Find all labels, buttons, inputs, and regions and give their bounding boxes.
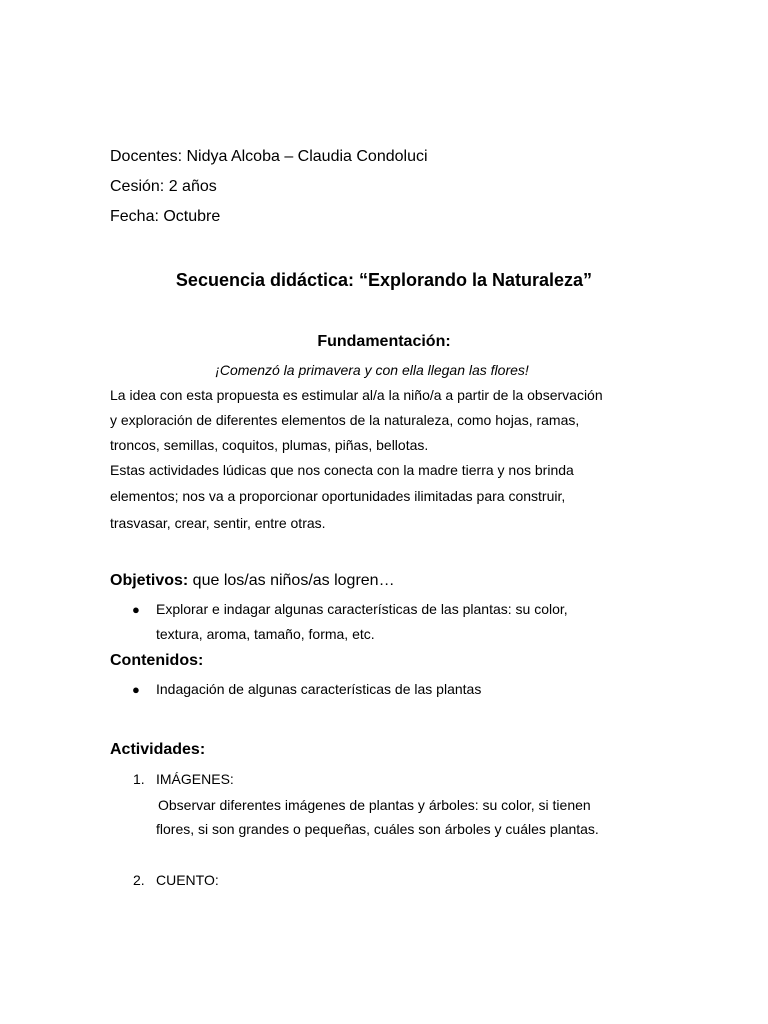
fecha-line: Fecha: Octubre [110,208,221,225]
objetivos-rest: que los/as niños/as logren… [188,572,395,589]
bullet-icon: ● [132,682,140,697]
actividad-title: IMÁGENES: [156,771,234,787]
actividad-number: 1. [133,771,145,787]
fundamentacion-heading: Fundamentación: [317,333,451,350]
fundamentacion-line: Estas actividades lúdicas que nos conecta con la madre tierra y nos brinda [110,462,574,478]
actividad-desc-line: Observar diferentes imágenes de plantas y árboles: su color, si tienen [158,797,591,813]
objetivo-item-line: textura, aroma, tamaño, forma, etc. [156,626,375,642]
fundamentacion-line: y exploración de diferentes elementos de la naturaleza, como hojas, ramas, [110,412,580,428]
actividad-title: CUENTO: [156,872,219,888]
objetivo-item-line: Explorar e indagar algunas características de las plantas: su color, [156,601,568,617]
actividades-label: Actividades: [110,741,206,758]
fundamentacion-line: troncos, semillas, coquitos, plumas, piñas, bellotas. [110,437,429,453]
fundamentacion-line: elementos; nos va a proporcionar oportunidades ilimitadas para construir, [110,488,566,504]
sesion-line: Cesión: 2 años [110,178,217,195]
bullet-icon: ● [132,602,140,617]
docentes-line: Docentes: Nidya Alcoba – Claudia Condoluci [110,148,428,165]
fundamentacion-line: La idea con esta propuesta es estimular al/a la niño/a a partir de la observación [110,387,603,403]
contenido-item: Indagación de algunas características de las plantas [156,681,482,697]
objetivos-label: Objetivos: [110,572,189,589]
objetivos-heading [110,572,395,590]
actividad-number: 2. [133,872,145,888]
contenidos-heading [110,652,203,670]
document-title: Secuencia didáctica: “Explorando la Naturaleza” [175,270,593,290]
fundamentacion-line: trasvasar, crear, sentir, entre otras. [110,515,326,531]
actividad-desc-line: flores, si son grandes o pequeñas, cuáles son árboles y cuáles plantas. [156,821,599,837]
fundamentacion-subtitle: ¡Comenzó la primavera y con ella llegan las flores! [215,362,529,378]
actividades-heading [110,741,205,759]
contenidos-label: Contenidos: [110,652,204,669]
